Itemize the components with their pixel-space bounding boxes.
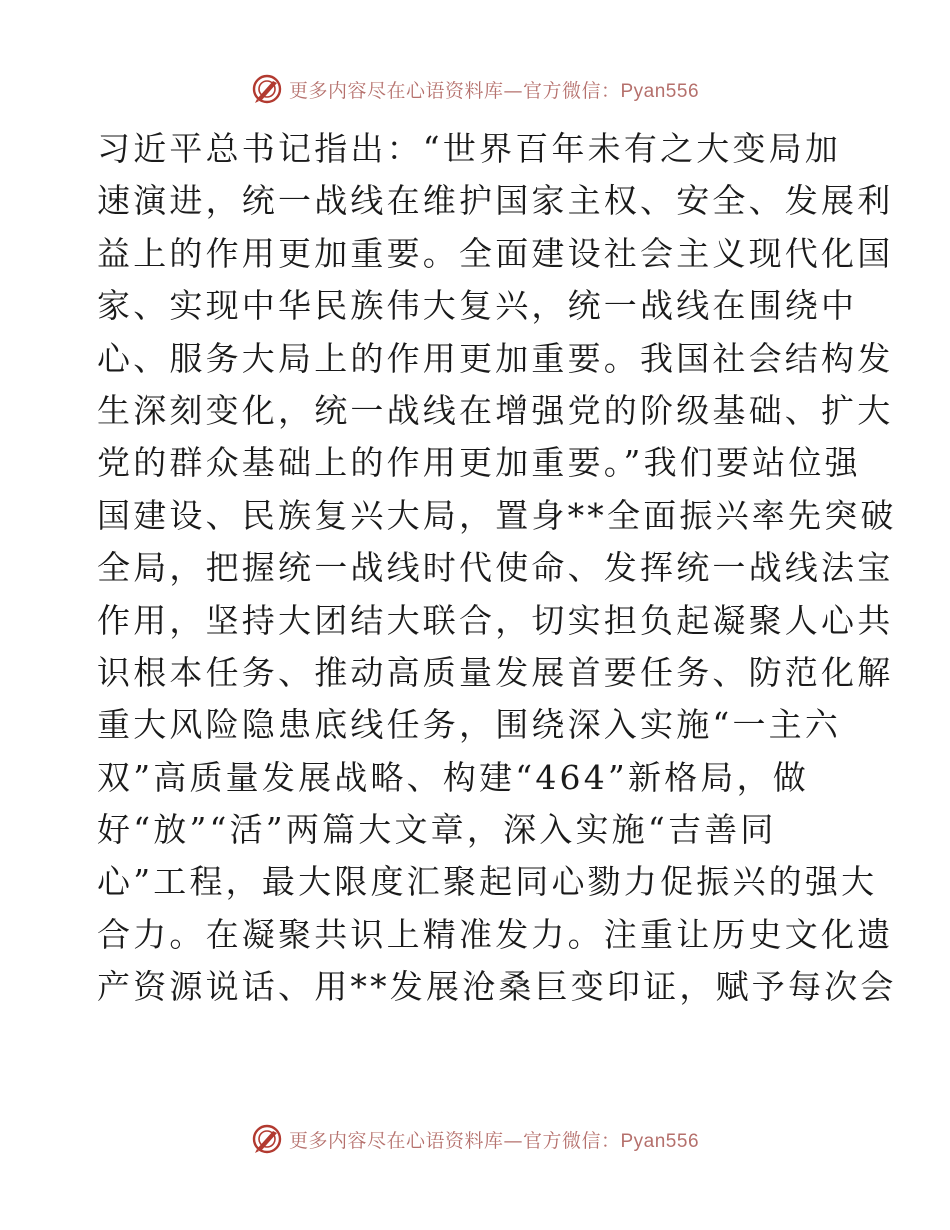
text-line: 作用，坚持大团结大联合，切实担负起凝聚人心共 (97, 600, 894, 640)
text-line: 全局，把握统一战线时代使命、发挥统一战线法宝 (97, 548, 894, 588)
pen-logo-icon (251, 1123, 283, 1155)
text-line: 党的群众基础上的作用更加重要。”我们要站位强 (97, 443, 861, 483)
text-line: 好“放”“活”两篇大文章，深入实施“吉善同 (97, 810, 777, 850)
text-line: 速演进，统一战线在维护国家主权、安全、发展利 (97, 181, 894, 221)
pen-logo-icon (251, 73, 283, 105)
text-line: 习近平总书记指出：“世界百年未有之大变局加 (97, 129, 842, 168)
banner-text: 更多内容尽在心语资料库—官方微信：Pyan556 (288, 79, 700, 102)
text-line: 产资源说话、用**发展沧桑巨变印证，赋予每次会 (97, 967, 897, 1007)
document-body (97, 123, 897, 1014)
text-line: 合力。在凝聚共识上精准发力。注重让历史文化遗 (97, 914, 894, 954)
text-line: 国建设、民族复兴大局，置身**全面振兴率先突破 (97, 495, 897, 535)
banner-text: 更多内容尽在心语资料库—官方微信：Pyan556 (288, 1129, 700, 1152)
text-line: 识根本任务、推动高质量发展首要任务、防范化解 (97, 652, 894, 692)
text-line: 心、服务大局上的作用更加重要。我国社会结构发 (97, 338, 894, 378)
text-line: 心”工程，最大限度汇聚起同心勠力促振兴的强大 (97, 862, 878, 902)
header-banner (0, 72, 950, 106)
text-line: 益上的作用更加重要。全面建设社会主义现代化国 (97, 233, 894, 273)
wechat-id: Pyan556 (620, 80, 700, 102)
text-line: 双”高质量发展战略、构建“464”新格局，做 (97, 757, 809, 797)
text-line: 生深刻变化，统一战线在增强党的阶级基础、扩大 (97, 390, 894, 430)
text-line: 重大风险隐患底线任务，围绕深入实施“一主六 (97, 705, 842, 745)
wechat-id: Pyan556 (620, 1130, 700, 1152)
footer-banner (0, 1122, 950, 1156)
text-line: 家、实现中华民族伟大复兴，统一战线在围绕中 (97, 286, 858, 326)
